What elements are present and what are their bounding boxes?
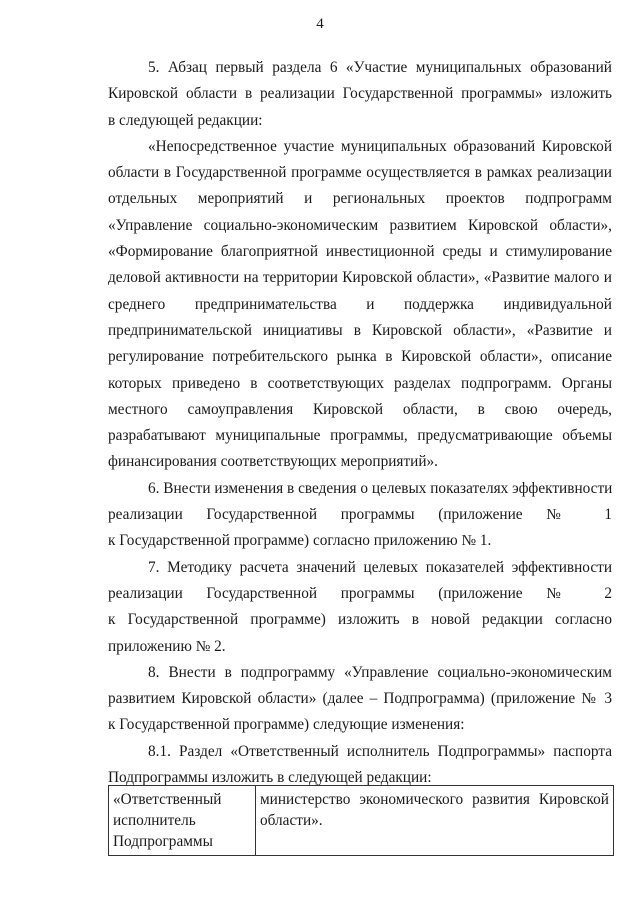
table-cell-label — [109, 786, 256, 856]
text-line: Кировской области в реализации Государственной программы» изложить — [108, 85, 612, 103]
document-body — [108, 55, 612, 791]
text-line: среднего предпринимательства и поддержка индивидуальной — [108, 295, 612, 313]
text-line: в следующей редакции: — [108, 111, 263, 129]
text-line: к Государственной программе) изложить в новой редакции согласно — [108, 611, 612, 629]
paragraph-5-quote — [108, 134, 612, 476]
text-line: приложению № 2. — [108, 637, 226, 655]
table-row — [109, 786, 614, 856]
text-line: «Управление социально-экономическим развитием Кировской области», — [108, 216, 612, 234]
paragraph-5 — [108, 55, 612, 134]
text-line: реализации Государственной программы (приложение № 2 — [108, 584, 612, 602]
text-line: регулирование потребительского рынка в Кировской области», описание — [108, 348, 612, 366]
text-line: реализации Государственной программы (приложение № 1 — [108, 506, 612, 524]
cell-line: «Ответственный — [113, 791, 222, 808]
page-number: 4 — [316, 16, 324, 32]
cell-line: области». — [260, 812, 323, 829]
text-line: разрабатывают муниципальные программы, предусматривающие объемы — [108, 427, 612, 445]
text-line: 8. Внести в подпрограмму «Управление социально-экономическим — [148, 663, 612, 681]
text-line: 7. Методику расчета значений целевых показателей эффективности — [148, 558, 612, 576]
table-cell-value — [256, 786, 614, 856]
text-line: к Государственной программе) следующие изменения: — [108, 716, 465, 734]
text-line: «Формирование благоприятной инвестиционной среды и стимулирование — [108, 243, 612, 261]
paragraph-8-1 — [108, 739, 612, 792]
text-line: деловой активности на территории Кировской области», «Развитие малого и — [108, 269, 612, 287]
text-line: 6. Внести изменения в сведения о целевых показателях эффективности — [148, 479, 613, 497]
text-line: 5. Абзац первый раздела 6 «Участие муниципальных образований — [148, 59, 612, 76]
paragraph-6 — [108, 476, 612, 555]
text-line: финансирования соответствующих мероприятий». — [108, 453, 438, 471]
text-line: Подпрограммы изложить в следующей редакции: — [108, 769, 432, 787]
text-line: местного самоуправления Кировской области, в свою очередь, — [108, 400, 612, 418]
cell-line: министерство экономического развития Кировской — [260, 791, 609, 808]
paragraph-8 — [108, 660, 612, 739]
text-line: отдельных мероприятий и региональных проектов подпрограмм — [108, 190, 612, 208]
text-line: развитием Кировской области» (далее – Подпрограмма) (приложение № 3 — [108, 690, 612, 708]
text-line: предпринимательской инициативы в Кировской области», «Развитие и — [108, 321, 612, 339]
text-line: 8.1. Раздел «Ответственный исполнитель Подпрограммы» паспорта — [148, 742, 612, 760]
cell-line: Подпрограммы — [113, 833, 213, 850]
paragraph-7 — [108, 555, 612, 660]
cell-line: исполнитель — [113, 812, 196, 829]
responsible-executor-table — [108, 785, 614, 856]
text-line: «Непосредственное участие муниципальных образований Кировской — [148, 137, 612, 155]
text-line: которых приведено в соответствующих разделах подпрограмм. Органы — [108, 374, 612, 392]
text-line: области в Государственной программе осуществляется в рамках реализации — [108, 164, 612, 182]
text-line: к Государственной программе) согласно приложению № 1. — [108, 532, 492, 550]
